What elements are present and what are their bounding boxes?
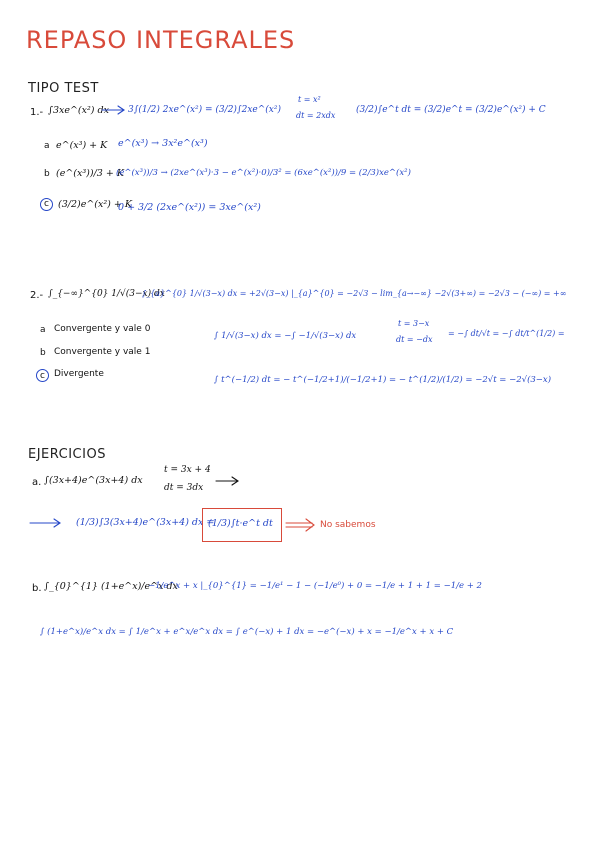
q2-aux-subst-line2: dt = −dx: [396, 335, 433, 344]
ej-a-working: (1/3)∫3(3x+4)e^(3x+4) dx =: [76, 517, 215, 528]
q1-statement: ∫3xe^(x²) dx: [48, 105, 109, 116]
q1-working: 3∫(1/2) 2xe^(x²) = (3/2)∫2xe^(x²): [128, 105, 281, 115]
ej-a-arrow-right: [216, 477, 238, 485]
q1-subst-line2: dt = 2xdx: [296, 111, 336, 120]
q2-working: ∫_{a}^{0} 1/√(3−x) dx = +2√(3−x) |_{a}^{0} = −2√3 − lim_{a→−∞} −2√(3+∞) = −2√3 − (−∞) = +∞: [142, 289, 567, 298]
q1-subst-line1: t = x²: [298, 95, 321, 104]
ej-a-note: No sabemos: [320, 520, 376, 530]
ej-b-statement: ∫_{0}^{1} (1+e^x)/e^x dx: [44, 581, 178, 592]
q1-number: 1.-: [30, 107, 44, 118]
q1-option-a-text: e^(x³) + K: [56, 140, 108, 151]
q1-option-c-label: c: [44, 199, 49, 209]
q2-option-c-label: c: [40, 371, 45, 381]
q2-aux-line1-end: = −∫ dt/√t = −∫ dt/t^(1/2) =: [448, 329, 565, 338]
q2-number: 2.-: [30, 290, 44, 301]
ej-a-label: a.: [32, 477, 42, 488]
ej-a-boxed: (1/3)∫t·e^t dt: [208, 518, 273, 529]
q2-aux-subst-line1: t = 3−x: [398, 319, 430, 328]
ej-a-statement: ∫(3x+4)e^(3x+4) dx: [44, 475, 143, 486]
ej-a-arrow-left: [30, 519, 60, 527]
ej-a-subst-line2: dt = 3dx: [164, 483, 204, 493]
ej-a-subst-line1: t = 3x + 4: [164, 465, 211, 475]
section-heading-test: TIPO TEST: [28, 81, 99, 96]
ej-a-note-arrow: [286, 519, 314, 531]
q2-option-b-text: Convergente y vale 1: [54, 347, 151, 357]
q2-option-c-text: Divergente: [54, 369, 104, 379]
q2-statement: ∫_{−∞}^{0} 1/√(3−x) dx: [48, 289, 165, 299]
q1-check-a: e^(x³) → 3x²e^(x³): [118, 138, 208, 149]
q1-check-b: (e^(x³))/3 → (2xe^(x³)·3 − e^(x²)·0)/3² = (6xe^(x²))/9 = (2/3)xe^(x²): [116, 168, 411, 178]
q1-option-a-label: a: [44, 141, 50, 151]
q2-aux-line2: ∫ t^(−1/2) dt = − t^(−1/2+1)/(−1/2+1) = − t^(1/2)/(1/2) = −2√t = −2√(3−x): [214, 375, 552, 385]
section-heading-exercises: EJERCICIOS: [28, 447, 106, 462]
q1-result: (3/2)∫e^t dt = (3/2)e^t = (3/2)e^(x²) + C: [356, 105, 546, 115]
ej-b-antiderivative: ∫ (1+e^x)/e^x dx = ∫ 1/e^x + e^x/e^x dx = ∫ e^(−x) + 1 dx = −e^(−x) + x = −1/e^x + x + C: [40, 627, 454, 637]
q1-option-b-label: b: [44, 169, 50, 179]
ej-b-evaluation: −1/e^x + x |_{0}^{1} = −1/e¹ − 1 − (−1/e⁰) + 0 = −1/e + 1 + 1 = −1/e + 2: [148, 581, 482, 591]
q2-option-b-label: b: [40, 348, 46, 358]
q2-option-a-label: a: [40, 325, 46, 335]
q2-aux-line1: ∫ 1/√(3−x) dx = −∫ −1/√(3−x) dx: [214, 331, 357, 341]
page-title: REPASO INTEGRALES: [26, 26, 296, 54]
q1-option-b-text: (e^(x³))/3 + K: [56, 168, 124, 179]
q1-check-c: 0 + 3/2 (2xe^(x²)) = 3xe^(x²): [118, 202, 261, 213]
q2-option-a-text: Convergente y vale 0: [54, 324, 151, 334]
ej-b-label: b.: [32, 583, 42, 594]
q1-option-c-text: (3/2)e^(x²) + K: [58, 199, 132, 210]
